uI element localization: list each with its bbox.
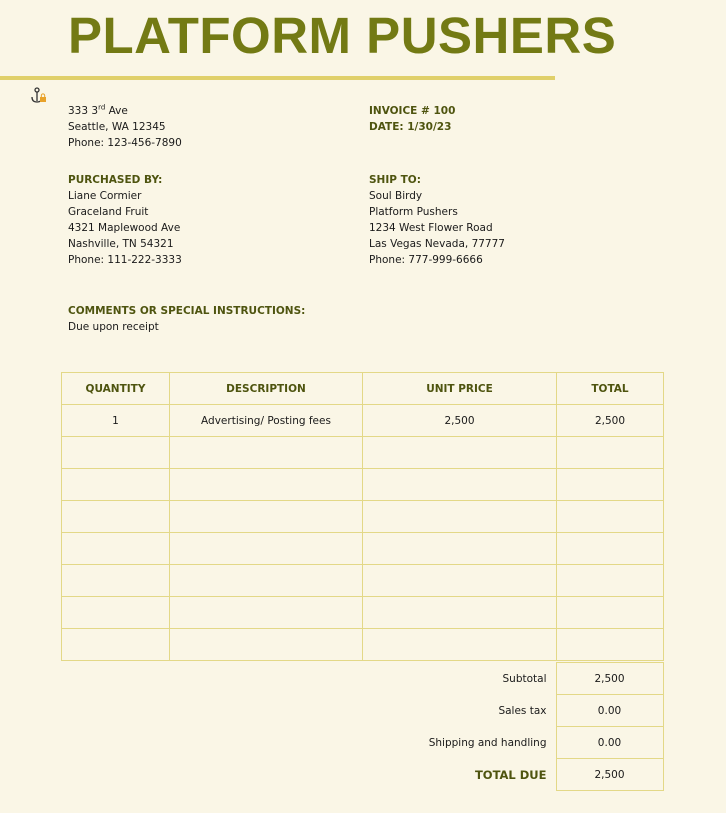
unit-price-cell[interactable] — [363, 501, 557, 533]
shipping-label: Shipping and handling — [428, 736, 547, 749]
shipping-row — [61, 727, 663, 759]
sender-address — [68, 103, 182, 151]
invoice-date: DATE: 1/30/23 — [369, 121, 452, 133]
total-cell[interactable] — [557, 469, 664, 501]
comments-text[interactable]: Due upon receipt — [68, 321, 159, 333]
table-row — [62, 469, 664, 501]
unit-price-cell[interactable]: 2,500 — [363, 405, 557, 437]
table-row — [62, 533, 664, 565]
ship-to — [369, 172, 505, 268]
description-cell[interactable] — [170, 565, 363, 597]
anchor-lock-icon[interactable] — [29, 86, 49, 106]
total-cell[interactable] — [557, 501, 664, 533]
ship-to-line: 1234 West Flower Road — [369, 222, 493, 234]
header-quantity: QUANTITY — [62, 373, 170, 405]
unit-price-cell[interactable] — [363, 437, 557, 469]
unit-price-cell[interactable] — [363, 629, 557, 661]
total-due-label: TOTAL DUE — [474, 767, 547, 782]
quantity-cell[interactable]: 1 — [62, 405, 170, 437]
description-cell[interactable]: Advertising/ Posting fees — [170, 405, 363, 437]
ship-to-line: Platform Pushers — [369, 206, 458, 218]
comments-label: COMMENTS OR SPECIAL INSTRUCTIONS: — [68, 305, 306, 317]
quantity-cell[interactable] — [62, 501, 170, 533]
invoice-number: INVOICE # 100 — [369, 105, 456, 117]
description-cell[interactable] — [170, 501, 363, 533]
table-row — [62, 501, 664, 533]
table-header-row — [62, 373, 664, 405]
quantity-cell[interactable] — [62, 533, 170, 565]
header-total: TOTAL — [557, 373, 664, 405]
description-cell[interactable] — [170, 597, 363, 629]
purchased-by-label: PURCHASED BY: — [68, 174, 163, 186]
sender-city: Seattle, WA 12345 — [68, 121, 166, 133]
purchased-by-line: Liane Cormier — [68, 190, 142, 202]
total-due-value[interactable]: 2,500 — [556, 759, 663, 791]
table-row — [62, 405, 664, 437]
totals-table — [61, 662, 664, 791]
ship-to-label: SHIP TO: — [369, 174, 421, 186]
total-cell[interactable] — [557, 597, 664, 629]
description-cell[interactable] — [170, 533, 363, 565]
table-row — [62, 437, 664, 469]
tax-value[interactable]: 0.00 — [556, 695, 663, 727]
sender-phone: Phone: 123-456-7890 — [68, 137, 182, 149]
table-row — [62, 597, 664, 629]
purchased-by — [68, 172, 182, 268]
total-cell[interactable] — [557, 565, 664, 597]
quantity-cell[interactable] — [62, 629, 170, 661]
total-due-row — [61, 759, 663, 791]
header-description: DESCRIPTION — [170, 373, 363, 405]
tax-row — [61, 695, 663, 727]
subtotal-value[interactable]: 2,500 — [556, 663, 663, 695]
purchased-by-line: 4321 Maplewood Ave — [68, 222, 181, 234]
total-cell[interactable] — [557, 533, 664, 565]
comments — [68, 303, 305, 335]
quantity-cell[interactable] — [62, 437, 170, 469]
description-cell[interactable] — [170, 437, 363, 469]
quantity-cell[interactable] — [62, 597, 170, 629]
header-unit-price: UNIT PRICE — [363, 373, 557, 405]
items-table — [61, 372, 664, 661]
description-cell[interactable] — [170, 469, 363, 501]
purchased-by-line: Phone: 111-222-3333 — [68, 254, 182, 266]
unit-price-cell[interactable] — [363, 469, 557, 501]
tax-label: Sales tax — [498, 704, 547, 717]
invoice-info — [369, 103, 455, 135]
unit-price-cell[interactable] — [363, 533, 557, 565]
total-cell[interactable] — [557, 437, 664, 469]
shipping-value[interactable]: 0.00 — [556, 727, 663, 759]
table-row — [62, 565, 664, 597]
table-row — [62, 629, 664, 661]
ship-to-line: Las Vegas Nevada, 77777 — [369, 238, 505, 250]
ship-to-line: Soul Birdy — [369, 190, 423, 202]
total-cell[interactable] — [557, 629, 664, 661]
unit-price-cell[interactable] — [363, 565, 557, 597]
title-rule — [0, 76, 555, 80]
company-title: PLATFORM PUSHERS — [68, 7, 617, 64]
sender-street: 333 3rd Ave — [68, 103, 128, 117]
subtotal-row — [61, 663, 663, 695]
total-cell[interactable]: 2,500 — [557, 405, 664, 437]
purchased-by-line: Nashville, TN 54321 — [68, 238, 174, 250]
description-cell[interactable] — [170, 629, 363, 661]
quantity-cell[interactable] — [62, 565, 170, 597]
quantity-cell[interactable] — [62, 469, 170, 501]
ship-to-line: Phone: 777-999-6666 — [369, 254, 483, 266]
unit-price-cell[interactable] — [363, 597, 557, 629]
subtotal-label: Subtotal — [502, 672, 547, 685]
purchased-by-line: Graceland Fruit — [68, 206, 149, 218]
